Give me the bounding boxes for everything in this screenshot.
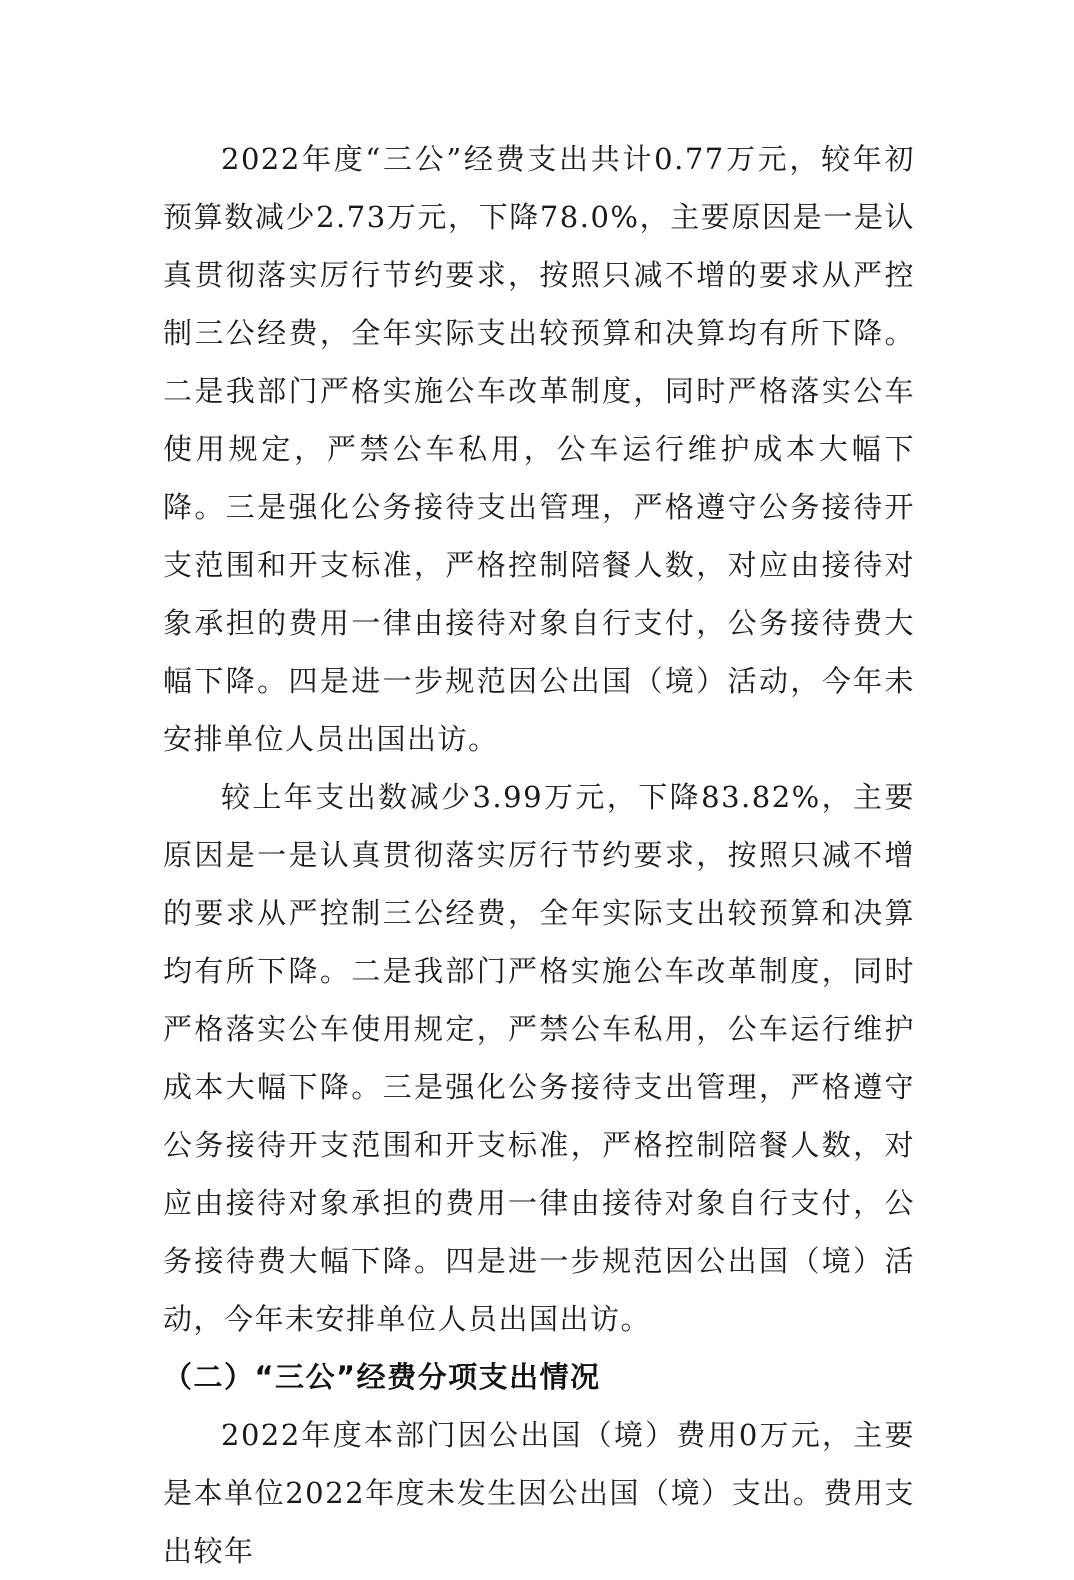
paragraph-prior-year-comparison: 较上年支出数减少3.99万元，下降83.82%，主要原因是一是认真贯彻落实厉行节约要求，按照只减不增的要求从严控制三公经费，全年实际支出较预算和决算均有所下降。二是我部门严格实施公车改革制度，同时严格落实公车使用规定，严禁公车私用，公车运行维护成本大幅下降。三是强化公务接待支出管理，严格遵守公务接待开支范围和开支标准，严格控制陪餐人数，对应由接待对象承担的费用一律由接待对象自行支付，公务接待费大幅下降。四是进一步规范因公出国（境）活动，今年未安排单位人员出国出访。: [163, 780, 915, 1336]
document-body: [163, 130, 915, 1580]
paragraph-overseas-expense: 2022年度本部门因公出国（境）费用0万元，主要是本单位2022年度未发生因公出国（境）支出。费用支出较年: [163, 1418, 915, 1568]
section-heading: （二）“三公”经费分项支出情况: [163, 1360, 601, 1394]
paragraph-budget-comparison: 2022年度“三公”经费支出共计0.77万元，较年初预算数减少2.73万元，下降78.0%，主要原因是一是认真贯彻落实厉行节约要求，按照只减不增的要求从严控制三公经费，全年实际支出较预算和决算均有所下降。二是我部门严格实施公车改革制度，同时严格落实公车使用规定，严禁公车私用，公车运行维护成本大幅下降。三是强化公务接待支出管理，严格遵守公务接待开支范围和开支标准，严格控制陪餐人数，对应由接待对象承担的费用一律由接待对象自行支付，公务接待费大幅下降。四是进一步规范因公出国（境）活动，今年未安排单位人员出国出访。: [163, 142, 915, 756]
